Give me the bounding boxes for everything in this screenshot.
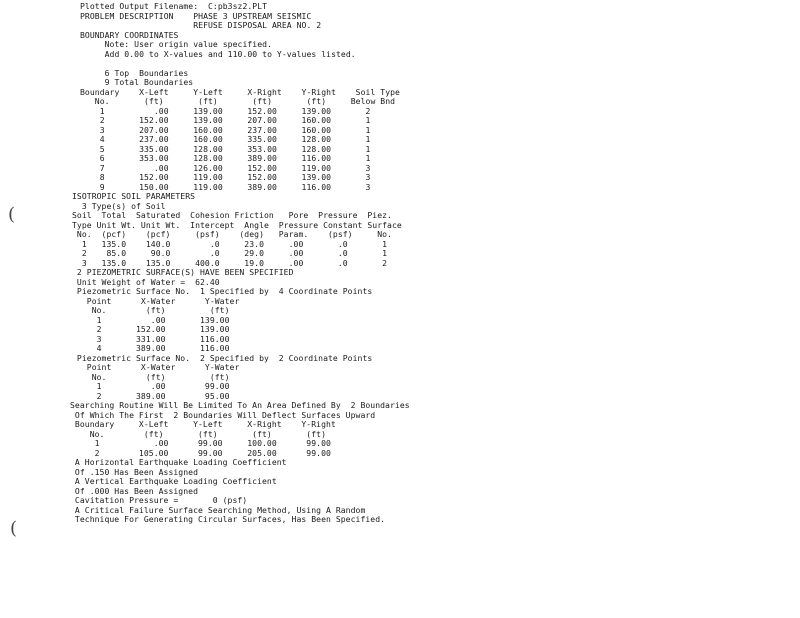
document-line: 2 PIEZOMETRIC SURFACE(S) HAVE BEEN SPECIFIED [72,267,294,277]
document-line: 9 150.00 119.00 389.00 116.00 3 [80,181,371,192]
document-line: 6 353.00 128.00 389.00 116.00 1 [80,153,371,163]
document-line: No. (ft) (ft) (ft) (ft) Below Bnd [80,96,396,106]
document-line: Add 0.00 to X-values and 110.00 to Y-values listed. [80,48,356,59]
document-line: Boundary X-Left Y-Left X-Right Y-Right [70,419,336,429]
document-line: Point X-Water Y-Water [72,362,240,372]
document-line: Searching Routine Will Be Limited To An Area Defined By 2 Boundaries [70,400,410,410]
document-line: Technique For Generating Circular Surfaces, Has Been Specified. [70,514,386,524]
document-line: 1 .00 139.00 [72,314,230,325]
document-line: PROBLEM DESCRIPTION PHASE 3 UPSTREAM SEISMIC [80,10,312,21]
document-line: Of .150 Has Been Assigned [70,466,198,477]
document-line: 8 152.00 119.00 152.00 139.00 3 [80,172,371,182]
binder-hole-mark: ( [8,204,16,225]
document-line: 3 207.00 160.00 237.00 160.00 1 [80,124,371,135]
document-line: A Horizontal Earthquake Loading Coefficient [70,457,287,467]
document-line: Type Unit Wt. Unit Wt. Intercept Angle Pressure Constant Surface [72,219,402,230]
document-line: 5 335.00 128.00 353.00 128.00 1 [80,143,371,154]
document-line: 2 389.00 95.00 [72,390,230,401]
document-line: Of Which The First 2 Boundaries Will Deflect Surfaces Upward [70,409,376,420]
document-line: 2 152.00 139.00 [72,324,230,334]
document-line: Boundary X-Left Y-Left X-Right Y-Right Soil Type [80,86,400,97]
document-line: 2 85.0 90.0 .0 29.0 .00 .0 1 [72,248,388,258]
document-line: 2 152.00 139.00 207.00 160.00 1 [80,115,371,125]
document-line: 7 .00 126.00 152.00 119.00 3 [80,162,371,173]
document-line: A Vertical Earthquake Loading Coefficient [70,476,277,486]
document-line: 4 237.00 160.00 335.00 128.00 1 [80,134,371,144]
document-line: Point X-Water Y-Water [72,295,240,306]
binder-hole-mark: ( [10,518,18,539]
document-line: Piezometric Surface No. 1 Specified by 4 Coordinate Points [72,286,373,296]
document-line: Unit Weight of Water = 62.40 [72,276,220,287]
document-line: 4 389.00 116.00 [72,343,230,353]
document-line: A Critical Failure Surface Searching Method, Using A Random [70,504,366,515]
document-line: Soil Total Saturated Cohesion Friction Pore Pressure Piez. [72,210,392,220]
document-line: 1 .00 99.00 100.00 99.00 [70,438,331,448]
document-line: 9 Total Boundaries [80,77,194,87]
document-line: REFUSE DISPOSAL AREA NO. 2 [80,20,322,30]
document-line: Cavitation Pressure = 0 (psf) [70,495,248,505]
document-line: No. (ft) (ft) (ft) (ft) [70,428,326,439]
document-line: ISOTROPIC SOIL PARAMETERS [72,191,196,201]
document-line: No. (ft) (ft) [72,371,230,382]
document-line: 3 135.0 135.0 400.0 19.0 .00 .0 2 [72,257,388,268]
document-line: Plotted Output Filename: C:pb3sz2.PLT [80,1,268,11]
document-line: Piezometric Surface No. 2 Specified by 2 Coordinate Points [72,352,373,363]
document-line: 3 331.00 116.00 [72,333,230,344]
document-line: No. (pcf) (pcf) (psf) (deg) Param. (psf) No. [72,229,392,239]
document-line: BOUNDARY COORDINATES [80,29,179,40]
document-line: 1 .00 99.00 [72,381,230,391]
document-line: Of .000 Has Been Assigned [70,485,198,496]
document-line: 3 Type(s) of Soil [72,200,166,211]
document-line: 1 .00 139.00 152.00 139.00 2 [80,105,371,116]
document-line: 1 135.0 140.0 .0 23.0 .00 .0 1 [72,238,388,249]
document-line: 6 Top Boundaries [80,67,189,78]
document-line: Note: User origin value specified. [80,39,272,49]
document-line: No. (ft) (ft) [72,305,230,315]
document-line: 2 105.00 99.00 205.00 99.00 [70,447,331,458]
